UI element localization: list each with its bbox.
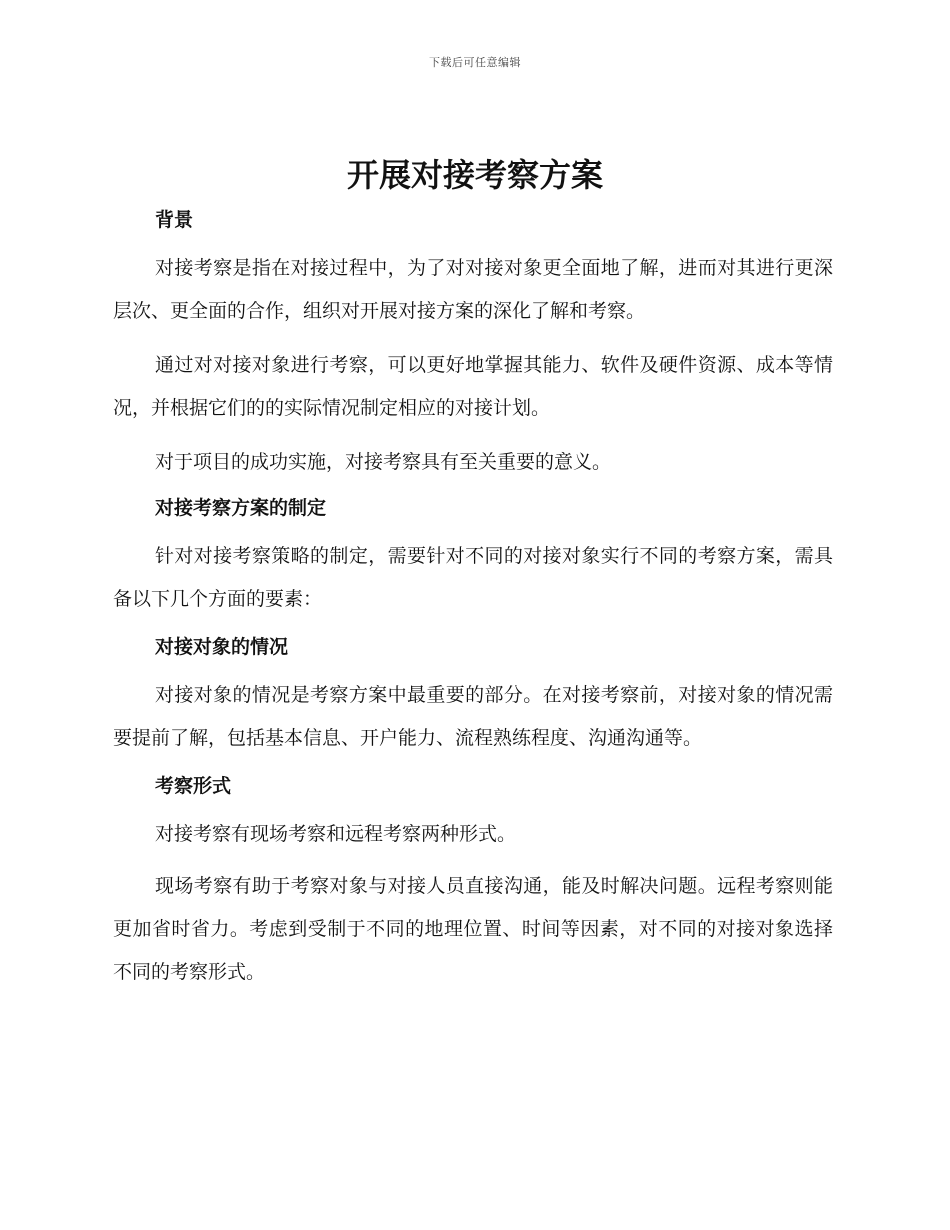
paragraph: 对接考察是指在对接过程中，为了对对接对象更全面地了解，进而对其进行更深层次、更全面的合作，组织对开展对接方案的深化了解和考察。 [113, 257, 833, 322]
paragraph: 对接考察有现场考察和远程考察两种形式。 [155, 823, 517, 845]
page-header: 下载后可任意编辑 [429, 56, 521, 69]
paragraph: 现场考察有助于考察对象与对接人员直接沟通，能及时解决问题。远程考察则能更加省时省力。考虑到受制于不同的地理位置、时间等因素，对不同的对接对象选择不同的考察形式。 [113, 875, 833, 983]
paragraph: 对接对象的情况是考察方案中最重要的部分。在对接考察前，对接对象的情况需要提前了解，包括基本信息、开户能力、流程熟练程度、沟通沟通等。 [113, 684, 833, 749]
paragraph: 对于项目的成功实施，对接考察具有至关重要的意义。 [155, 451, 612, 473]
document-title: 开展对接考察方案 [346, 156, 603, 194]
section-heading-formulation: 对接考察方案的制定 [155, 497, 327, 519]
section-heading-inspection-form: 考察形式 [155, 775, 232, 797]
section-heading-background: 背景 [155, 209, 194, 231]
document-body [113, 205, 833, 1005]
section-heading-target-situation: 对接对象的情况 [155, 636, 289, 658]
paragraph: 通过对对接对象进行考察，可以更好地掌握其能力、软件及硬件资源、成本等情况，并根据它们的的实际情况制定相应的对接计划。 [113, 354, 833, 419]
paragraph: 针对对接考察策略的制定，需要针对不同的对接对象实行不同的考察方案，需具备以下几个方面的要素： [113, 545, 833, 610]
